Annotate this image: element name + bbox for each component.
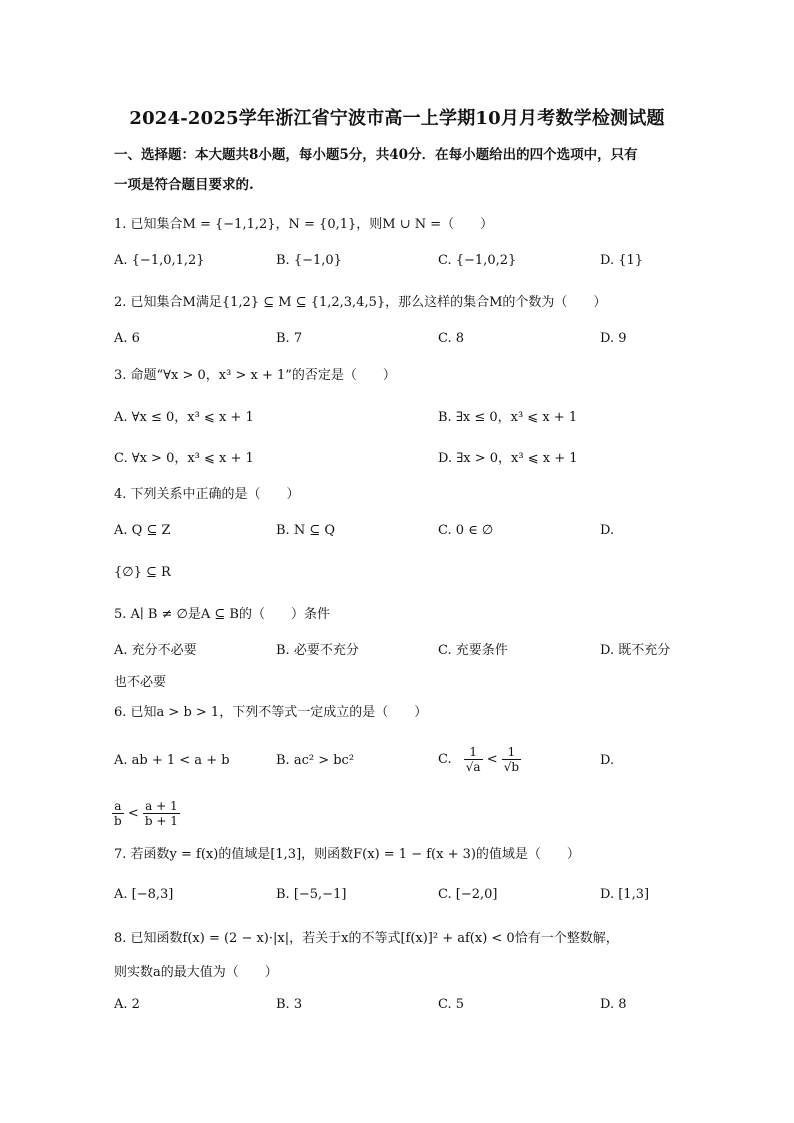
question-2-option-b: B. 7 <box>276 331 303 346</box>
question-5-option-a: A. 充分不必要 <box>114 643 197 658</box>
question-3-option-d: D. ∃x > 0，x³ ⩽ x + 1 <box>438 451 578 466</box>
question-3-option-c: C. ∀x > 0，x³ ⩽ x + 1 <box>114 451 254 466</box>
fraction-numerator: 1 <box>464 745 483 760</box>
question-3-option-a: A. ∀x ≤ 0，x³ ⩽ x + 1 <box>114 410 254 425</box>
fraction-denominator: b + 1 <box>144 814 178 828</box>
question-4-option-d: D. <box>600 523 615 538</box>
question-2-option-d: D. 9 <box>600 331 627 346</box>
question-5-stem: 5. A∣ B ≠ ∅是A ⊆ B的（ ）条件 <box>114 607 330 622</box>
question-1-option-c: C. {−1,0,2} <box>438 253 517 268</box>
less-than-sign: < <box>127 806 139 821</box>
question-6-stem: 6. 已知a > b > 1，下列不等式一定成立的是（ ） <box>114 705 428 720</box>
question-8-option-a: A. 2 <box>114 997 140 1012</box>
question-8-option-d: D. 8 <box>600 997 627 1012</box>
question-3-option-b: B. ∃x ≤ 0，x³ ⩽ x + 1 <box>438 410 578 425</box>
fraction <box>112 799 124 828</box>
fraction <box>143 799 180 828</box>
question-6-option-d: D. <box>600 753 615 768</box>
question-5-option-b: B. 必要不充分 <box>276 643 359 658</box>
question-6-option-c-label: C. <box>438 752 452 767</box>
question-4-option-b: B. N ⊆ Q <box>276 523 336 538</box>
fraction-numerator: 1 <box>502 745 521 760</box>
question-6-option-d-content <box>112 794 180 834</box>
question-7-stem: 7. 若函数y = f(x)的值域是[1,3]，则函数F(x) = 1 − f(x + 3)的值域是（ ） <box>114 847 580 862</box>
question-8-option-c: C. 5 <box>438 997 465 1012</box>
question-4-stem: 4. 下列关系中正确的是（ ） <box>114 487 300 502</box>
page-title: 2024-2025学年浙江省宁波市高一上学期10月月考数学检测试题 <box>129 108 665 129</box>
fraction <box>464 745 483 774</box>
question-4-option-c: C. 0 ∈ ∅ <box>438 523 494 538</box>
fraction-numerator: a <box>112 799 124 814</box>
question-4-option-a: A. Q ⊆ Z <box>114 523 171 538</box>
question-7-option-d: D. [1,3] <box>600 887 650 902</box>
question-8-stem-continued: 则实数a的最大值为（ ） <box>114 965 278 980</box>
question-1-option-b: B. {−1,0} <box>276 253 342 268</box>
question-8-option-b: B. 3 <box>276 997 303 1012</box>
question-6-option-c <box>438 740 521 780</box>
question-5-option-d: D. 既不充分 <box>600 643 671 658</box>
question-6-option-a: A. ab + 1 < a + b <box>114 753 230 768</box>
fraction-numerator: a + 1 <box>143 799 180 814</box>
question-5-option-c: C. 充要条件 <box>438 643 508 658</box>
question-2-option-c: C. 8 <box>438 331 465 346</box>
section-instruction-line1: 一、选择题：本大题共8小题，每小题5分，共40分．在每小题给出的四个选项中，只有 <box>114 147 638 163</box>
question-3-stem: 3. 命题“∀x > 0，x³ > x + 1”的否定是（ ） <box>114 368 396 383</box>
fraction-denominator: b <box>114 814 122 828</box>
question-2-stem: 2. 已知集合M满足{1,2} ⊆ M ⊆ {1,2,3,4,5}，那么这样的集合M的个数为（ ） <box>114 295 607 310</box>
question-1-option-a: A. {−1,0,1,2} <box>114 253 205 268</box>
question-7-option-b: B. [−5,−1] <box>276 887 347 902</box>
question-1-stem: 1. 已知集合M = {−1,1,2}，N = {0,1}，则M ∪ N =（ ） <box>114 217 494 232</box>
question-6-option-b: B. ac² > bc² <box>276 753 355 768</box>
fraction-denominator: √a <box>465 760 481 774</box>
question-2-option-a: A. 6 <box>114 331 140 346</box>
question-1-option-d: D. {1} <box>600 253 644 268</box>
question-5-option-d-content: 也不必要 <box>114 675 167 690</box>
fraction <box>502 745 521 774</box>
fraction-denominator: √b <box>503 760 520 774</box>
question-4-option-d-content: {∅} ⊆ R <box>114 565 171 580</box>
question-7-option-a: A. [−8,3] <box>114 887 174 902</box>
less-than-sign: < <box>486 752 498 767</box>
section-instruction-line2: 一项是符合题目要求的. <box>114 177 254 193</box>
question-8-stem: 8. 已知函数f(x) = (2 − x)·|x|，若关于x的不等式[f(x)]² + af(x) < 0恰有一个整数解， <box>114 931 619 946</box>
question-7-option-c: C. [−2,0] <box>438 887 498 902</box>
